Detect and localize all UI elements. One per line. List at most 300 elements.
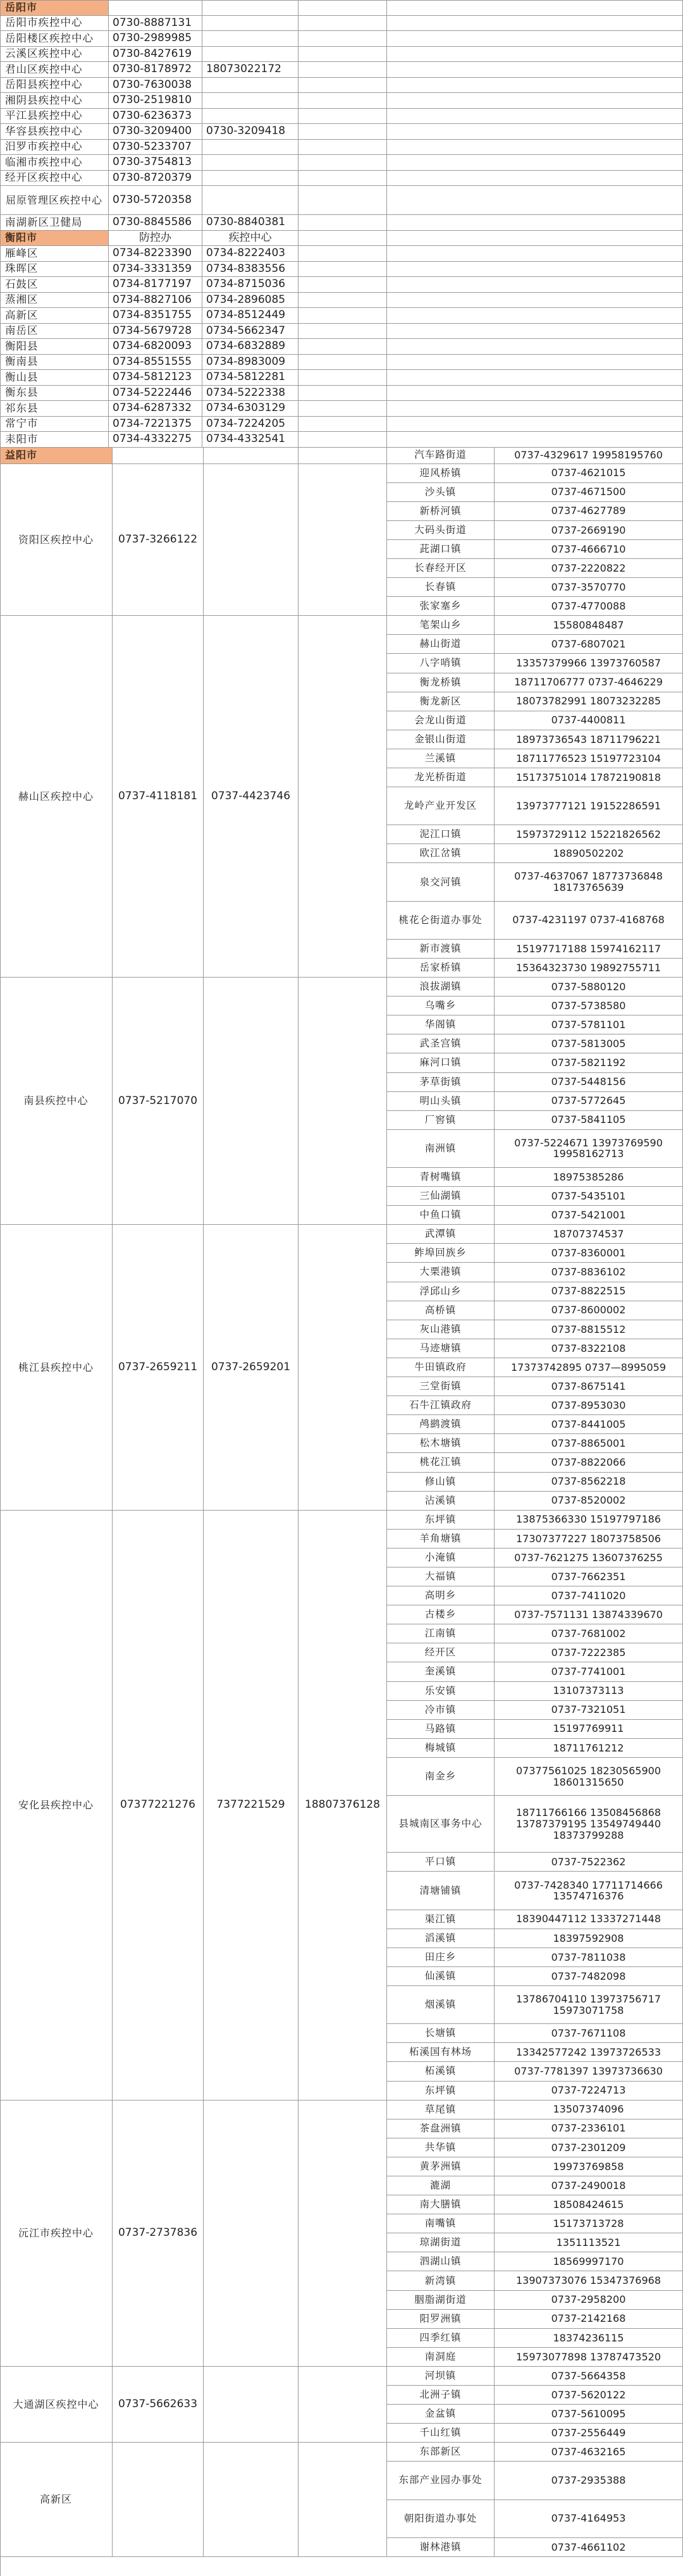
town-name: 牛田镇政府 — [387, 1358, 495, 1377]
empty-cell — [298, 171, 387, 187]
town-name: 浪拔湖镇 — [387, 978, 495, 997]
phone-secondary: 0730-8840381 — [202, 215, 298, 231]
town-phone: 18975385286 — [495, 1168, 683, 1187]
town-name: 高桥镇 — [387, 1301, 495, 1320]
town-name: 欧江岔镇 — [387, 844, 495, 863]
empty-cell — [298, 432, 387, 448]
town-name: 华阁镇 — [387, 1015, 495, 1034]
town-name: 县城南区事务中心 — [387, 1796, 495, 1853]
empty-cell — [387, 401, 683, 417]
phone-primary: 0730-8720379 — [109, 171, 202, 187]
empty-cell — [387, 339, 683, 355]
town-phone: 13107373113 — [495, 1682, 683, 1701]
town-phone: 0737-2556449 — [495, 2424, 683, 2443]
phone-primary: 0730-5233707 — [109, 140, 202, 156]
town-name: 武圣宫镇 — [387, 1034, 495, 1053]
town-name: 青树嘴镇 — [387, 1168, 495, 1187]
town-phone: 0737-7662351 — [495, 1567, 683, 1586]
town-name: 茶盘洲镇 — [387, 2119, 495, 2138]
unit-name: 屈原管理区疾控中心 — [0, 186, 109, 215]
town-phone: 15197717188 15974162117 — [495, 940, 683, 959]
district-cdc-name: 桃江县疾控中心 — [0, 1225, 113, 1510]
empty-cell — [298, 370, 387, 386]
town-name: 北洲子镇 — [387, 2386, 495, 2405]
town-phone: 0737-3570770 — [495, 578, 683, 597]
town-name: 马迹塘镇 — [387, 1339, 495, 1358]
town-phone: 15364323730 19892755711 — [495, 959, 683, 978]
district-cdc-name: 安化县疾控中心 — [0, 1511, 113, 2101]
cdc-phone: 0734-5662347 — [202, 324, 298, 340]
empty-cell — [387, 370, 683, 386]
empty-cell — [298, 155, 387, 171]
town-phone: 0737-2142168 — [495, 2310, 683, 2329]
cdc-phone: 0734-7224205 — [202, 417, 298, 432]
town-name: 岳家桥镇 — [387, 959, 495, 978]
town-name: 浮邱山乡 — [387, 1282, 495, 1301]
town-phone: 15173751014 17872190818 — [495, 768, 683, 787]
town-name: 东坪镇 — [387, 2082, 495, 2101]
town-name: 清塘铺镇 — [387, 1872, 495, 1910]
town-phone: 0737-2301209 — [495, 2138, 683, 2157]
town-name: 东坪镇 — [387, 1511, 495, 1530]
empty-cell — [204, 448, 298, 464]
town-phone: 0737-8836102 — [495, 1263, 683, 1282]
town-phone: 0737-7681002 — [495, 1624, 683, 1643]
phone-secondary — [202, 186, 298, 215]
town-phone: 0737-8953030 — [495, 1396, 683, 1415]
town-phone: 13973777121 19152286591 — [495, 787, 683, 825]
district-name: 蒸湘区 — [0, 293, 109, 309]
town-phone: 15973077898 13787473520 — [495, 2348, 683, 2367]
town-name: 沙头镇 — [387, 483, 495, 502]
town-phone: 0737-2336101 — [495, 2119, 683, 2138]
empty-cell — [387, 140, 683, 156]
empty-cell — [387, 109, 683, 125]
empty-cell — [387, 262, 683, 278]
prevention-office-phone: 0734-4332275 — [109, 432, 202, 448]
prevention-office-phone: 0734-3331359 — [109, 262, 202, 278]
town-name: 泉交河镇 — [387, 863, 495, 901]
town-name: 大码头街道 — [387, 521, 495, 540]
section-header: 岳阳市 — [0, 0, 109, 16]
district-name: 石鼓区 — [0, 277, 109, 293]
cdc-phone: 0734-8222403 — [202, 246, 298, 262]
district-cdc-name: 资阳区疾控中心 — [0, 464, 113, 616]
town-phone: 0737-2958200 — [495, 2291, 683, 2310]
unit-name: 君山区疾控中心 — [0, 62, 109, 78]
town-phone: 0737-5620122 — [495, 2386, 683, 2405]
district-name: 南岳区 — [0, 324, 109, 340]
district-name: 雁峰区 — [0, 246, 109, 262]
empty-cell — [387, 386, 683, 402]
town-phone: 0737-8865001 — [495, 1434, 683, 1453]
phone-primary: 0730-8845586 — [109, 215, 202, 231]
phone-secondary: 18073022172 — [202, 62, 298, 78]
town-name: 兰溪镇 — [387, 749, 495, 768]
town-name: 武潭镇 — [387, 1225, 495, 1244]
town-name: 大福镇 — [387, 1567, 495, 1586]
empty-cell — [298, 16, 387, 32]
town-phone: 0737-7781397 13973736630 — [495, 2062, 683, 2081]
district-phone-3 — [298, 464, 387, 616]
town-name: 迎风桥镇 — [387, 464, 495, 483]
cdc-phone: 0734-4332541 — [202, 432, 298, 448]
phone-secondary — [202, 93, 298, 109]
town-phone: 15173713728 — [495, 2214, 683, 2233]
town-phone: 0737-7522362 — [495, 1853, 683, 1872]
prevention-office-phone: 0734-8827106 — [109, 293, 202, 309]
district-phone-2 — [204, 978, 298, 1225]
district-cdc-name: 高新区 — [0, 2443, 113, 2557]
phone-primary: 0730-8178972 — [109, 62, 202, 78]
town-phone: 0737-7811038 — [495, 1948, 683, 1967]
empty-cell — [298, 93, 387, 109]
empty-cell — [387, 47, 683, 63]
unit-name: 岳阳市疾控中心 — [0, 16, 109, 32]
unit-name: 岳阳楼区疾控中心 — [0, 31, 109, 47]
cdc-phone: 0734-8715036 — [202, 277, 298, 293]
phone-primary: 0730-5720358 — [109, 186, 202, 215]
town-name: 大栗港镇 — [387, 1263, 495, 1282]
town-phone: 0737-8562218 — [495, 1473, 683, 1492]
town-name: 南洲镇 — [387, 1130, 495, 1168]
district-cdc-name: 沅江市疾控中心 — [0, 2101, 113, 2367]
town-name: 茅草街镇 — [387, 1073, 495, 1092]
district-name: 高新区 — [0, 308, 109, 324]
phone-secondary — [202, 47, 298, 63]
empty-cell — [298, 448, 387, 464]
district-phone-1 — [113, 2443, 204, 2557]
empty-cell — [298, 355, 387, 371]
town-name: 泗湖山镇 — [387, 2252, 495, 2271]
town-name: 四季红镇 — [387, 2329, 495, 2348]
town-phone: 0737-2669190 — [495, 521, 683, 540]
town-phone: 0737-7428340 17711714666 13574716376 — [495, 1872, 683, 1910]
town-phone: 0737-6807021 — [495, 635, 683, 654]
town-phone: 19973769858 — [495, 2157, 683, 2176]
empty-cell — [387, 186, 683, 215]
town-phone: 0737-7482098 — [495, 1967, 683, 1986]
town-phone: 0737-5435101 — [495, 1187, 683, 1206]
empty-cell — [298, 386, 387, 402]
town-phone: 0737-5880120 — [495, 978, 683, 997]
empty-cell — [113, 448, 204, 464]
town-phone: 0737-7741001 — [495, 1662, 683, 1681]
town-phone: 13907373076 15347376968 — [495, 2271, 683, 2290]
empty-cell — [387, 93, 683, 109]
town-phone: 0737-2490018 — [495, 2176, 683, 2195]
town-phone: 0737-7671108 — [495, 2024, 683, 2043]
town-phone: 0737-8675141 — [495, 1377, 683, 1396]
cdc-phone: 0734-8512449 — [202, 308, 298, 324]
district-phone-3 — [298, 616, 387, 978]
town-name: 胭脂湖街道 — [387, 2291, 495, 2310]
town-phone: 0737-8815512 — [495, 1320, 683, 1339]
unit-name: 湘阴县疾控中心 — [0, 93, 109, 109]
district-name: 耒阳市 — [0, 432, 109, 448]
prevention-office-phone: 0734-8351755 — [109, 308, 202, 324]
district-phone-3 — [298, 2367, 387, 2443]
town-name: 经开区 — [387, 1643, 495, 1662]
town-name: 小淹镇 — [387, 1549, 495, 1567]
town-name: 长春经开区 — [387, 559, 495, 578]
town-phone: 18508424615 — [495, 2195, 683, 2214]
unit-name: 平江县疾控中心 — [0, 109, 109, 125]
cdc-phone: 0734-8383556 — [202, 262, 298, 278]
town-name: 谢林港镇 — [387, 2538, 495, 2557]
town-name: 赫山街道 — [387, 635, 495, 654]
town-name: 中鱼口镇 — [387, 1206, 495, 1225]
cdc-phone: 0734-2896085 — [202, 293, 298, 309]
town-name: 桃花江镇 — [387, 1453, 495, 1472]
town-phone: 15973729112 15221826562 — [495, 825, 683, 844]
town-name: 共华镇 — [387, 2138, 495, 2157]
town-name: 马路镇 — [387, 1720, 495, 1739]
town-name: 会龙山街道 — [387, 711, 495, 730]
town-name: 八字哨镇 — [387, 654, 495, 673]
empty-cell — [387, 324, 683, 340]
unit-name: 华容县疾控中心 — [0, 124, 109, 140]
district-name: 祁东县 — [0, 401, 109, 417]
prevention-office-phone: 0734-6287332 — [109, 401, 202, 417]
phone-primary: 0730-8427619 — [109, 47, 202, 63]
town-name: 厂窖镇 — [387, 1111, 495, 1130]
town-name: 汽车路街道 — [387, 448, 495, 464]
town-name: 张家塞乡 — [387, 597, 495, 616]
district-phone-1: 0737-2659211 — [113, 1225, 204, 1510]
cdc-phone: 0734-6303129 — [202, 401, 298, 417]
town-name: 滔溪镇 — [387, 1929, 495, 1948]
empty-cell — [298, 339, 387, 355]
phone-secondary — [202, 109, 298, 125]
town-phone: 13342577242 13973726533 — [495, 2043, 683, 2062]
district-phone-3 — [298, 2443, 387, 2557]
phone-primary: 0730-2519810 — [109, 93, 202, 109]
town-phone: 18711776523 15197723104 — [495, 749, 683, 768]
phone-secondary — [202, 140, 298, 156]
town-phone: 0737-4666710 — [495, 540, 683, 559]
prevention-office-phone: 0734-5812123 — [109, 370, 202, 386]
town-phone: 18569997170 — [495, 2252, 683, 2271]
empty-cell — [387, 432, 683, 448]
town-name: 南金乡 — [387, 1758, 495, 1796]
town-phone: 0737-5841105 — [495, 1111, 683, 1130]
phone-secondary — [202, 16, 298, 32]
district-phone-1: 07377221276 — [113, 1511, 204, 2101]
unit-name: 经开区疾控中心 — [0, 171, 109, 187]
empty-cell — [298, 417, 387, 432]
unit-name: 岳阳县疾控中心 — [0, 78, 109, 94]
town-name: 泥江口镇 — [387, 825, 495, 844]
cdc-phone: 0734-5222338 — [202, 386, 298, 402]
town-name: 桃花仑街道办事处 — [387, 902, 495, 940]
empty-cell — [387, 231, 683, 247]
prevention-office-phone: 0734-8223390 — [109, 246, 202, 262]
district-phone-2 — [204, 464, 298, 616]
empty-cell — [298, 31, 387, 47]
town-phone: 0737-7621275 13607376255 — [495, 1549, 683, 1567]
town-name: 高明乡 — [387, 1586, 495, 1605]
district-cdc-name: 南县疾控中心 — [0, 978, 113, 1225]
district-name: 珠晖区 — [0, 262, 109, 278]
prevention-office-phone: 0734-8177197 — [109, 277, 202, 293]
town-name: 柘溪国有林场 — [387, 2043, 495, 2062]
town-phone: 0737-8360001 — [495, 1244, 683, 1263]
town-phone: 0737-4621015 — [495, 464, 683, 483]
town-name: 松木塘镇 — [387, 1434, 495, 1453]
empty-cell — [298, 277, 387, 293]
town-name: 南大膳镇 — [387, 2195, 495, 2214]
town-phone: 18711766166 13508456868 13787379195 13549749440 18373799288 — [495, 1796, 683, 1853]
town-name: 龙岭产业开发区 — [387, 787, 495, 825]
district-name: 衡阳县 — [0, 339, 109, 355]
district-phone-1: 0737-2737836 — [113, 2101, 204, 2367]
town-phone: 0737-4329617 19958195760 — [495, 448, 683, 464]
town-phone: 0737-4770088 — [495, 597, 683, 616]
town-phone: 18073782991 18073232285 — [495, 692, 683, 711]
town-phone: 0737-5610095 — [495, 2405, 683, 2424]
empty-cell — [387, 246, 683, 262]
phone-secondary — [202, 171, 298, 187]
town-phone: 0737-2220822 — [495, 559, 683, 578]
phone-primary: 0730-7630038 — [109, 78, 202, 94]
town-phone: 0737-5448156 — [495, 1073, 683, 1092]
town-name: 羊角塘镇 — [387, 1530, 495, 1549]
district-name: 常宁市 — [0, 417, 109, 432]
town-phone: 07377561025 18230565900 18601315650 — [495, 1758, 683, 1796]
town-phone: 0737-7321051 — [495, 1701, 683, 1720]
district-phone-2: 0737-4423746 — [204, 616, 298, 978]
prevention-office-phone: 0734-8551555 — [109, 355, 202, 371]
town-phone: 0737-7411020 — [495, 1586, 683, 1605]
town-phone: 0737-5664358 — [495, 2367, 683, 2386]
phone-secondary: 0730-3209418 — [202, 124, 298, 140]
empty-cell — [298, 140, 387, 156]
phone-primary: 0730-3754813 — [109, 155, 202, 171]
town-phone: 0737-4637067 18773736848 18173765639 — [495, 863, 683, 901]
empty-cell — [387, 0, 683, 16]
town-name: 东部产业园办事处 — [387, 2462, 495, 2499]
town-name: 琼湖街道 — [387, 2233, 495, 2252]
town-phone: 0737-4164953 — [495, 2500, 683, 2538]
empty-cell — [298, 246, 387, 262]
unit-name: 汨罗市疾控中心 — [0, 140, 109, 156]
empty-cell — [298, 215, 387, 231]
town-name: 田庄乡 — [387, 1948, 495, 1967]
empty-cell — [202, 0, 298, 16]
district-cdc-name: 大通湖区疾控中心 — [0, 2367, 113, 2443]
district-phone-1: 0737-5217070 — [113, 978, 204, 1225]
town-name: 古楼乡 — [387, 1605, 495, 1624]
phone-secondary — [202, 155, 298, 171]
district-phone-1: 0737-3266122 — [113, 464, 204, 616]
empty-cell — [298, 109, 387, 125]
town-phone: 13507374096 — [495, 2101, 683, 2119]
town-phone: 1351113521 — [495, 2233, 683, 2252]
town-phone: 0737-4632165 — [495, 2443, 683, 2462]
town-name: 千山红镇 — [387, 2424, 495, 2443]
town-phone: 0737-5421001 — [495, 1206, 683, 1225]
empty-cell — [298, 324, 387, 340]
phone-secondary — [202, 31, 298, 47]
town-phone: 0737-4627789 — [495, 502, 683, 521]
town-phone: 17307377227 18073758506 — [495, 1530, 683, 1549]
empty-cell — [387, 215, 683, 231]
town-phone: 0737-8600002 — [495, 1301, 683, 1320]
empty-cell — [387, 31, 683, 47]
town-name: 鲊埠回族乡 — [387, 1244, 495, 1263]
unit-name: 南湖新区卫健局 — [0, 215, 109, 231]
town-phone: 13875366330 15197797186 — [495, 1511, 683, 1530]
town-phone: 18890502202 — [495, 844, 683, 863]
town-name: 笔架山乡 — [387, 616, 495, 635]
empty-cell — [387, 155, 683, 171]
town-phone: 0737-7571131 13874339670 — [495, 1605, 683, 1624]
town-name: 三堂街镇 — [387, 1377, 495, 1396]
town-phone: 0737-5813005 — [495, 1034, 683, 1053]
column-header: 防控办 — [109, 231, 202, 247]
town-name: 烟溪镇 — [387, 1986, 495, 2024]
town-name: 河坝镇 — [387, 2367, 495, 2386]
town-phone: 13786704110 13973756717 15973071758 — [495, 1986, 683, 2024]
district-phone-2 — [204, 2367, 298, 2443]
empty-cell — [298, 186, 387, 215]
district-phone-3 — [298, 1225, 387, 1510]
empty-cell — [387, 62, 683, 78]
column-header: 疾控中心 — [202, 231, 298, 247]
empty-cell — [298, 124, 387, 140]
town-name: 长春镇 — [387, 578, 495, 597]
town-name: 新桥河镇 — [387, 502, 495, 521]
town-name: 南洞庭 — [387, 2348, 495, 2367]
town-phone: 0737-5772645 — [495, 1092, 683, 1111]
empty-cell — [109, 0, 202, 16]
town-name: 长塘镇 — [387, 2024, 495, 2043]
district-phone-3 — [298, 2101, 387, 2367]
town-phone: 0737-4671500 — [495, 483, 683, 502]
town-name: 江南镇 — [387, 1624, 495, 1643]
town-phone: 18397592908 — [495, 1929, 683, 1948]
empty-cell — [298, 47, 387, 63]
cdc-phone: 0734-5812281 — [202, 370, 298, 386]
town-phone: 18711761212 — [495, 1739, 683, 1758]
cdc-phone: 0734-8983009 — [202, 355, 298, 371]
empty-cell — [387, 124, 683, 140]
town-phone: 18374236115 — [495, 2329, 683, 2348]
town-name: 平口镇 — [387, 1853, 495, 1872]
town-name: 金盆镇 — [387, 2405, 495, 2424]
town-phone: 0737-5224671 13973769590 19958162713 — [495, 1130, 683, 1168]
district-phone-3: 18807376128 — [298, 1511, 387, 2101]
district-phone-2: 7377221529 — [204, 1511, 298, 2101]
town-phone: 17373742895 0737—8995059 — [495, 1358, 683, 1377]
town-name: 龙光桥街道 — [387, 768, 495, 787]
town-name: 明山头镇 — [387, 1092, 495, 1111]
section-header: 衡阳市 — [0, 231, 109, 247]
town-phone: 0737-8520002 — [495, 1492, 683, 1511]
town-phone: 13357379966 13973760587 — [495, 654, 683, 673]
phone-primary: 0730-8887131 — [109, 16, 202, 32]
town-phone: 0737-8322108 — [495, 1339, 683, 1358]
town-name: 仙溪镇 — [387, 1967, 495, 1986]
town-name: 修山镇 — [387, 1473, 495, 1492]
town-name: 鸬鹚渡镇 — [387, 1415, 495, 1434]
phone-secondary — [202, 78, 298, 94]
town-name: 梅城镇 — [387, 1739, 495, 1758]
unit-name: 云溪区疾控中心 — [0, 47, 109, 63]
town-phone: 18707374537 — [495, 1225, 683, 1244]
town-name: 新市渡镇 — [387, 940, 495, 959]
